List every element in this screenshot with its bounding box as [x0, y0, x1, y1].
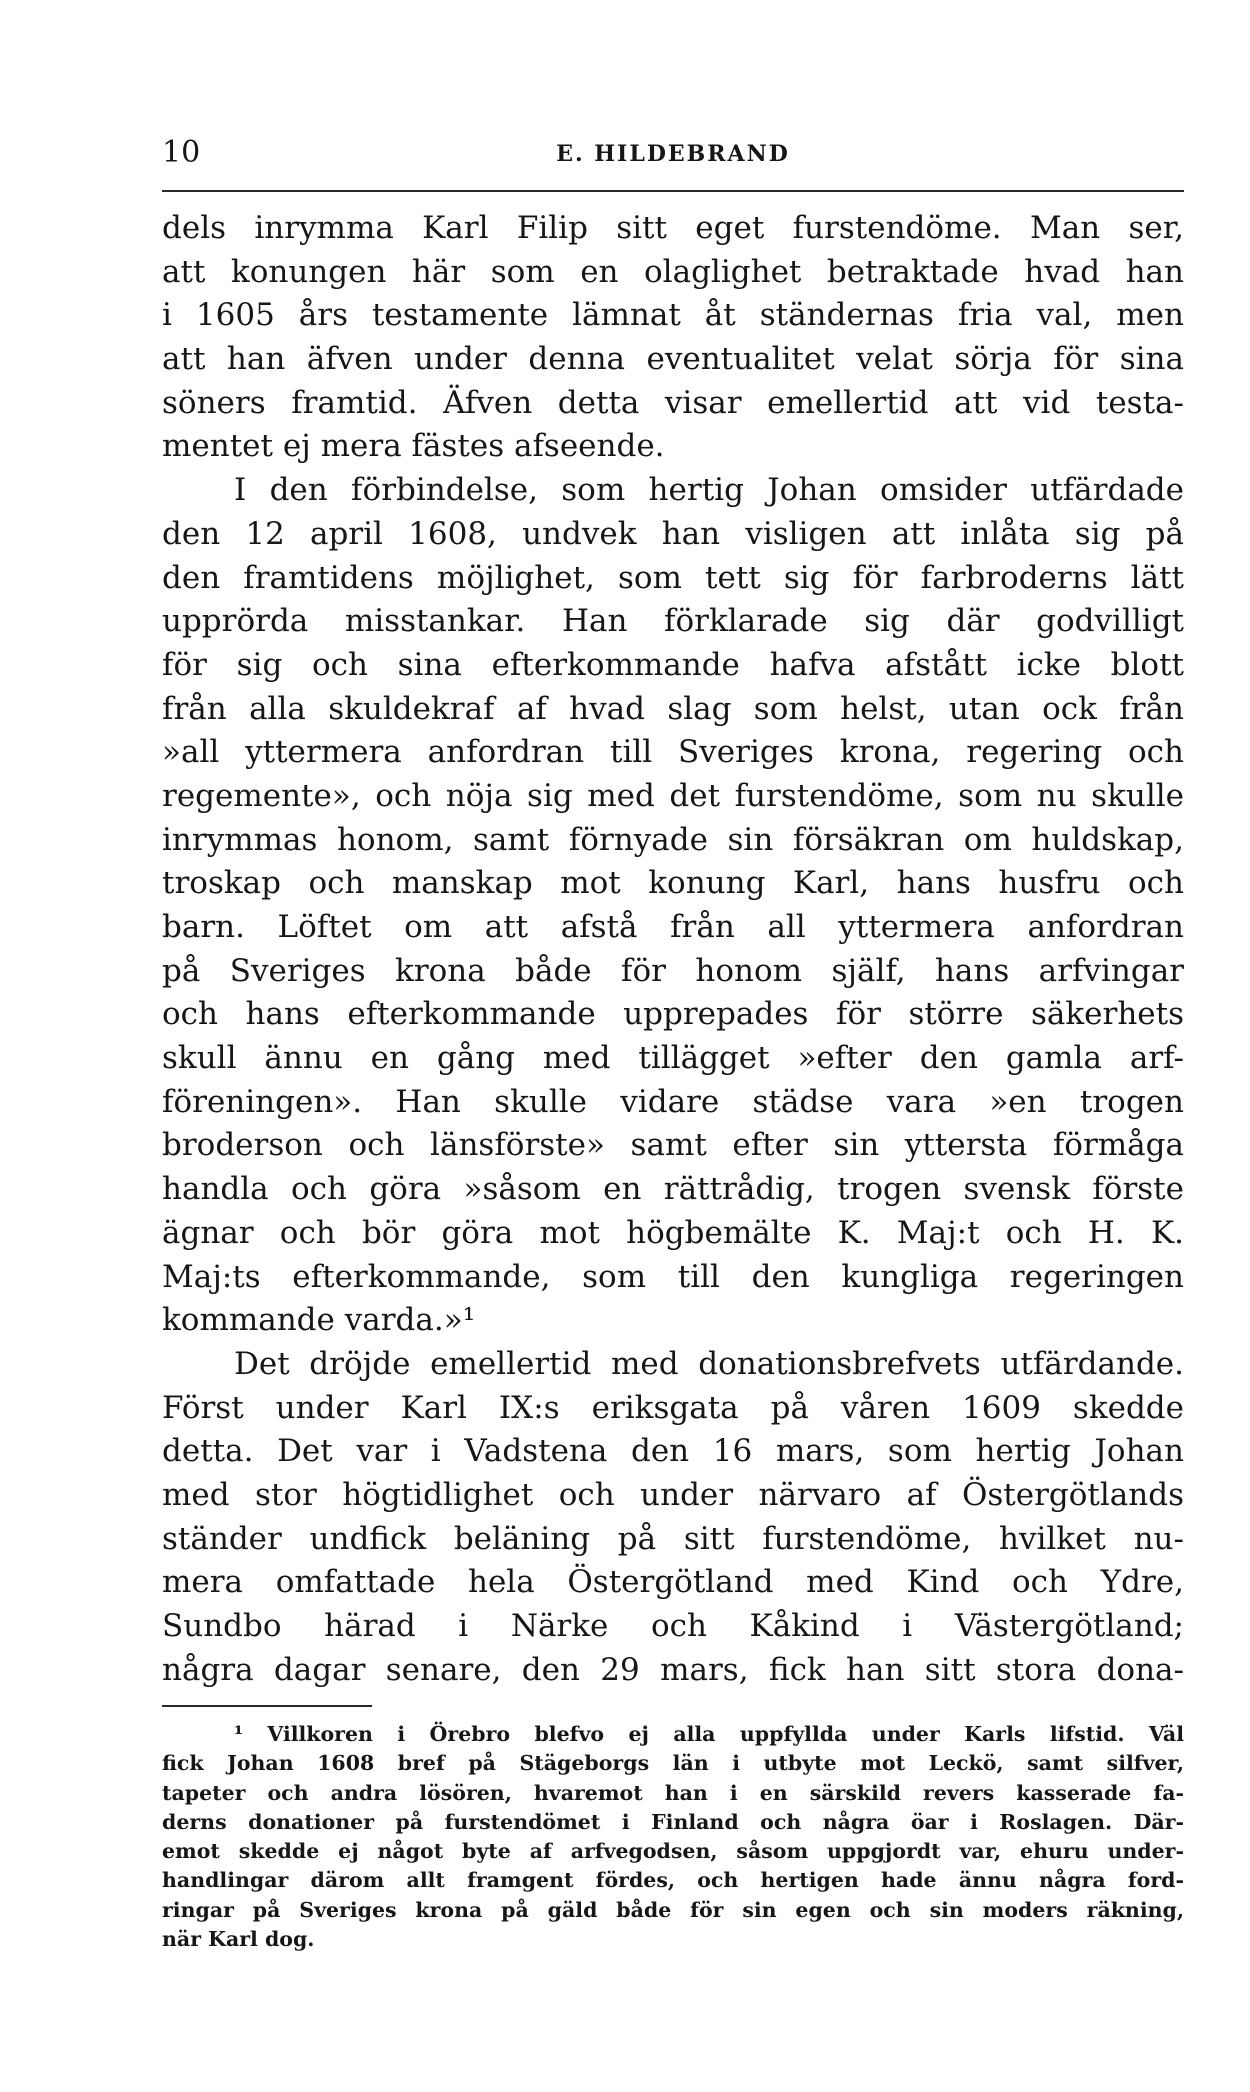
running-head-title: E. HILDEBRAND	[556, 141, 790, 167]
body-line: i 1605 års testamente lämnat åt ständernas fria val, men	[162, 297, 1184, 334]
body-line: broderson och länsförste» samt efter sin yttersta förmåga	[162, 1127, 1184, 1164]
footnote-rule	[162, 1705, 372, 1707]
body-line: för sig och sina efterkommande hafva afstått icke blott	[162, 646, 1184, 683]
body-line: upprörda misstankar. Han förklarade sig där godvilligt	[162, 603, 1184, 640]
footnote-line: fick Johan 1608 bref på Stägeborgs län i utbyte mot Leckö, samt silfver,	[162, 1751, 1184, 1776]
footnote-line: tapeter och andra lösören, hvaremot han i en särskild revers kasserade fa-	[162, 1780, 1184, 1805]
body-line: barn. Löftet om att afstå från all yttermera anfordran	[162, 909, 1184, 945]
body-line: ständer undfick beläning på sitt furstendöme, hvilket nu-	[162, 1520, 1184, 1557]
footnote-line: när Karl dog.	[162, 1927, 315, 1952]
body-line: och hans efterkommande upprepades för större säkerhets	[162, 996, 1184, 1033]
body-line: den framtidens möjlighet, som tett sig för farbroderns lätt	[162, 559, 1184, 596]
body-line: »all yttermera anfordran till Sveriges krona, regering och	[162, 734, 1184, 771]
footnote	[162, 1720, 1184, 1954]
body-line: ägnar och bör göra mot högbemälte K. Maj:t och H. K.	[162, 1214, 1184, 1251]
body-line: troskap och manskap mot konung Karl, hans husfru och	[162, 865, 1184, 902]
footnote-line: ¹ Villkoren i Örebro blefvo ej alla uppfyllda under Karls lifstid. Väl	[234, 1722, 1184, 1746]
body-line: dels inrymma Karl Filip sitt eget furstendöme. Man ser,	[162, 210, 1184, 246]
running-head	[162, 133, 1184, 173]
body-line: den 12 april 1608, undvek han visligen att inlåta sig på	[162, 515, 1184, 552]
footnote-line: handlingar därom allt framgent fördes, och hertigen hade ännu några ford-	[162, 1868, 1184, 1893]
page-number: 10	[162, 135, 201, 170]
body-line: skull ännu en gång med tillägget »efter den gamla arf-	[162, 1040, 1184, 1077]
body-line: från alla skuldekraf af hvad slag som helst, utan ock från	[162, 690, 1184, 727]
body-line: mentet ej mera fästes afseende.	[162, 428, 665, 465]
footnote-line: derns donationer på furstendömet i Finland och några öar i Roslagen. Där-	[162, 1809, 1184, 1834]
body-line: I den förbindelse, som hertig Johan omsider utfärdade	[234, 472, 1184, 509]
body-line: söners framtid. Äfven detta visar emellertid att vid testa-	[162, 384, 1184, 421]
body-line: handla och göra »såsom en rättrådig, trogen svensk förste	[162, 1171, 1184, 1208]
header-rule	[162, 190, 1184, 192]
body-line: Det dröjde emellertid med donationsbrefvets utfärdande.	[234, 1345, 1184, 1382]
body-text	[162, 207, 1184, 1692]
body-line: några dagar senare, den 29 mars, fick han sitt stora dona-	[162, 1651, 1184, 1688]
body-line: regemente», och nöja sig med det furstendöme, som nu skulle	[162, 777, 1184, 814]
body-line: att han äfven under denna eventualitet velat sörja för sina	[162, 341, 1184, 378]
body-line: Maj:ts efterkommande, som till den kungliga regeringen	[162, 1258, 1184, 1295]
body-line: detta. Det var i Vadstena den 16 mars, som hertig Johan	[162, 1433, 1184, 1470]
body-line: inrymmas honom, samt förnyade sin försäkran om huldskap,	[162, 821, 1184, 858]
body-line: Sundbo härad i Närke och Kåkind i Västergötland;	[162, 1608, 1184, 1644]
body-line: mera omfattade hela Östergötland med Kind och Ydre,	[162, 1564, 1184, 1601]
body-line: Först under Karl IX:s eriksgata på våren 1609 skedde	[162, 1389, 1184, 1426]
body-line: kommande varda.»¹	[162, 1302, 476, 1339]
body-line: med stor högtidlighet och under närvaro af Östergötlands	[162, 1476, 1184, 1513]
body-line: på Sveriges krona både för honom själf, hans arfvingar	[162, 952, 1184, 989]
footnote-line: emot skedde ej något byte af arfvegodsen, såsom uppgjordt var, ehuru under-	[162, 1839, 1184, 1864]
body-line: att konungen här som en olaglighet betraktade hvad han	[162, 253, 1184, 290]
footnote-line: ringar på Sveriges krona på gäld både för sin egen och sin moders räkning,	[162, 1897, 1184, 1922]
body-line: föreningen». Han skulle vidare städse vara »en trogen	[162, 1083, 1184, 1120]
